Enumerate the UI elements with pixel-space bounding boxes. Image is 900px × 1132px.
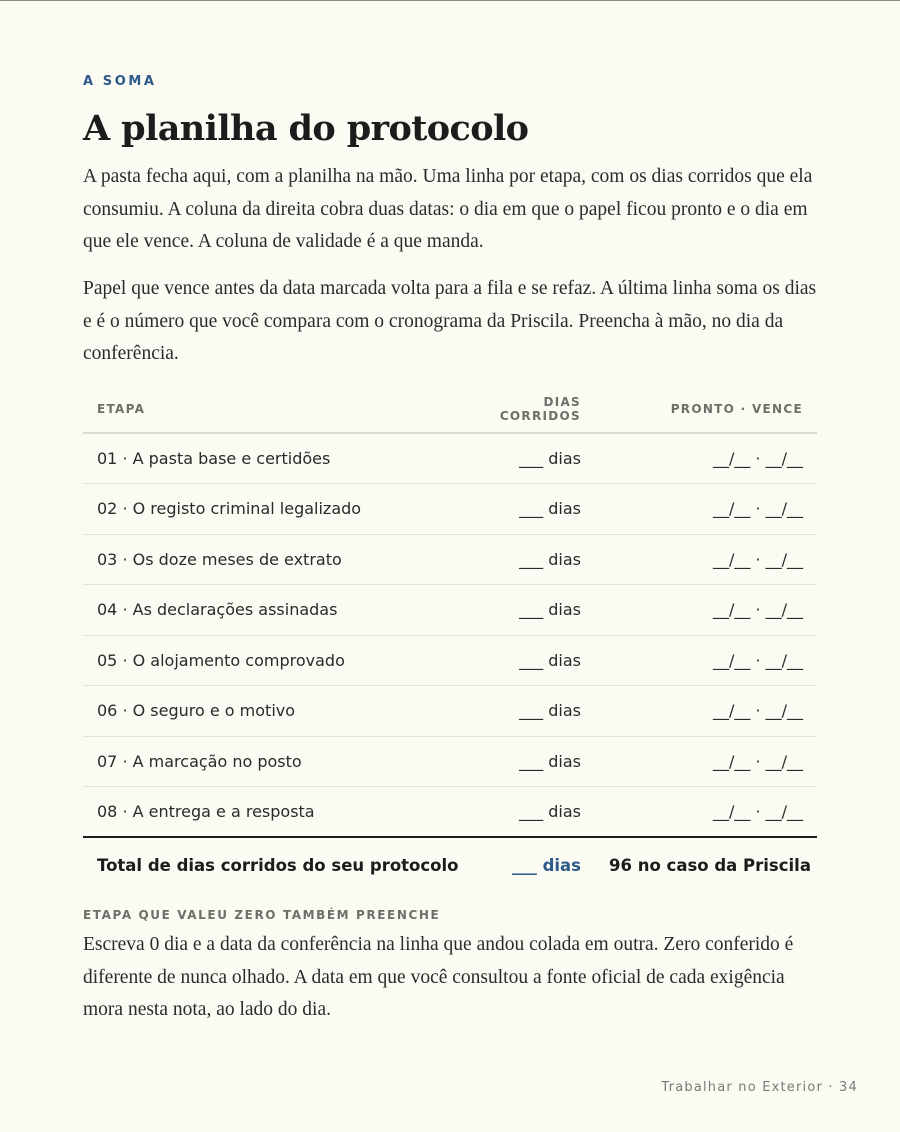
table-row [83, 686, 817, 737]
etapa-cell: 03 · Os doze meses de extrato [83, 534, 483, 585]
section-kicker: A SOMA [83, 74, 157, 89]
table-row [83, 433, 817, 484]
dias-blank: ___ dias [483, 686, 595, 737]
dates-blank: __/__ · __/__ [595, 534, 817, 585]
protocol-worksheet-table [83, 386, 817, 892]
note-text: Escreva 0 dia e a data da conferência na linha que andou colada em outra. Zero conferido é diferente de nunca olhado. A data em que você consultou a fonte oficial de cada exigência mora nesta nota, ao lado do dia. [83, 934, 794, 1020]
column-header-etapa: ETAPA [83, 386, 483, 433]
dates-blank: __/__ · __/__ [595, 787, 817, 838]
table-row [83, 484, 817, 535]
etapa-cell: 02 · O registo criminal legalizado [83, 484, 483, 535]
dias-blank: ___ dias [483, 736, 595, 787]
etapa-cell: 08 · A entrega e a resposta [83, 787, 483, 838]
dates-blank: __/__ · __/__ [595, 585, 817, 636]
total-label: Total de dias corridos do seu protocolo [97, 855, 459, 875]
dates-blank: __/__ · __/__ [595, 484, 817, 535]
dias-blank: ___ dias [483, 585, 595, 636]
table-row [83, 635, 817, 686]
etapa-cell: 05 · O alojamento comprovado [83, 635, 483, 686]
intro-paragraph-1: A pasta fecha aqui, com a planilha na mão. Uma linha por etapa, com os dias corridos que ela consumiu. A coluna da direita cobra duas datas: o dia em que o papel ficou pronto e o dia em que ele vence. A coluna de validade é a que manda. [83, 166, 813, 252]
table-header-row [83, 386, 817, 433]
etapa-cell: 07 · A marcação no posto [83, 736, 483, 787]
etapa-cell: 01 · A pasta base e certidões [83, 433, 483, 484]
dias-blank: ___ dias [483, 787, 595, 838]
dias-blank: ___ dias [483, 635, 595, 686]
intro-paragraph-2: Papel que vence antes da data marcada volta para a fila e se refaz. A última linha soma os dias e é o número que você compara com o cronograma da Priscila. Preencha à mão, no dia da conferência. [83, 278, 817, 364]
etapa-cell: 06 · O seguro e o motivo [83, 686, 483, 737]
dias-blank: ___ dias [483, 534, 595, 585]
note-heading: ETAPA QUE VALEU ZERO TAMBÉM PREENCHE [83, 908, 441, 922]
dates-blank: __/__ · __/__ [595, 736, 817, 787]
dias-blank: ___ dias [483, 433, 595, 484]
table-row [83, 585, 817, 636]
top-rule [0, 0, 900, 1]
page-title: A planilha do protocolo [83, 108, 529, 149]
total-dias-blank: ___ dias [512, 855, 581, 875]
page-footer: Trabalhar no Exterior · 34 [661, 1080, 858, 1095]
etapa-cell: 04 · As declarações assinadas [83, 585, 483, 636]
column-header-dias: DIAS CORRIDOS [483, 386, 595, 433]
total-row [83, 837, 817, 892]
dates-blank: __/__ · __/__ [595, 433, 817, 484]
dias-blank: ___ dias [483, 484, 595, 535]
dates-blank: __/__ · __/__ [595, 635, 817, 686]
total-comparison: 96 no caso da Priscila [609, 855, 811, 875]
table-row [83, 736, 817, 787]
column-header-datas: PRONTO · VENCE [595, 386, 817, 433]
table-row [83, 534, 817, 585]
dates-blank: __/__ · __/__ [595, 686, 817, 737]
table-row [83, 787, 817, 838]
